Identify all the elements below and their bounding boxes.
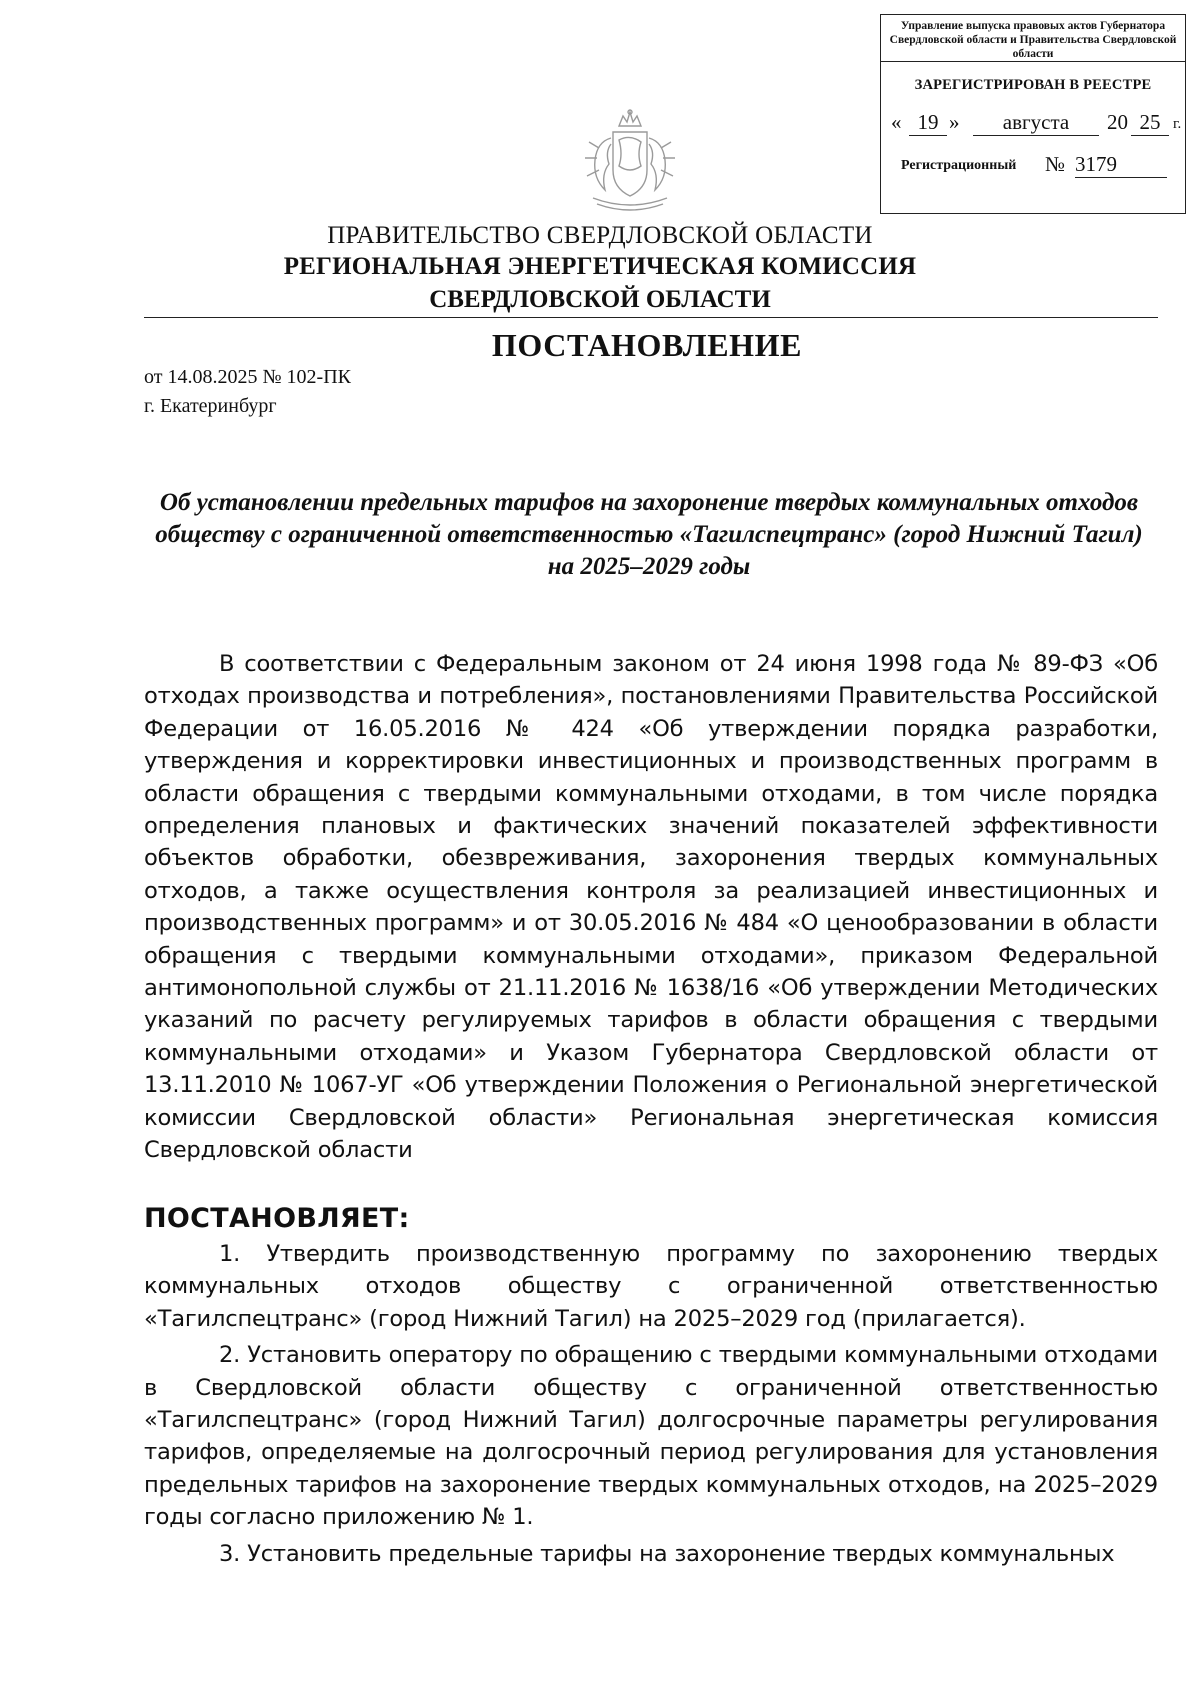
stamp-department: Управление выпуска правовых актов Губернатора Свердловской области и Правительства Свердловской области bbox=[881, 15, 1185, 62]
document-city: г. Екатеринбург bbox=[144, 395, 277, 417]
stamp-month: августа bbox=[973, 110, 1099, 136]
stamp-close-quote: » bbox=[949, 110, 960, 134]
stamp-year-prefix: 20 bbox=[1107, 110, 1128, 134]
stamp-reg-label: Регистрационный bbox=[901, 158, 1017, 173]
stamp-num-sign: № bbox=[1045, 152, 1066, 176]
commission-region: СВЕРДЛОВСКОЙ ОБЛАСТИ bbox=[429, 286, 771, 313]
stamp-reg-number: 3179 bbox=[1075, 152, 1167, 178]
registration-stamp bbox=[880, 14, 1186, 214]
stamp-open-quote: « bbox=[891, 110, 902, 134]
government-name: ПРАВИТЕЛЬСТВО СВЕРДЛОВСКОЙ ОБЛАСТИ bbox=[327, 222, 873, 249]
sverdlovsk-coat-of-arms-icon bbox=[575, 108, 685, 216]
document-date-number: от 14.08.2025 № 102-ПК bbox=[144, 366, 352, 388]
document-subject: Об установлении предельных тарифов на захоронение твердых коммунальных отходов обществу с ограниченной ответственностью «Тагилспецтранс» (город Нижний Тагил) на 2025–2029 годы bbox=[155, 489, 1143, 580]
document-type-title: ПОСТАНОВЛЕНИЕ bbox=[491, 327, 803, 363]
stamp-year-suffix: 25 bbox=[1131, 110, 1169, 136]
header-divider bbox=[144, 317, 1158, 318]
stamp-registration-number bbox=[881, 152, 1185, 182]
stamp-day: 19 bbox=[909, 110, 947, 136]
resolve-heading: ПОСТАНОВЛЯЕТ: bbox=[144, 1203, 410, 1234]
resolution-item: 2. Установить оператору по обращению с твердыми коммунальными отходами в Свердловской области обществу с ограниченной ответственностью «Тагилспецтранс» (город Нижний Тагил) долгосрочные параметры регулирования тарифов, определяемые на долгосрочный период регулирования для установления предельных тарифов на захоронение твердых коммунальных отходов, на 2025–2029 годы согласно приложению № 1. bbox=[144, 1342, 1158, 1531]
resolution-items bbox=[144, 1238, 1158, 1574]
resolution-item: 3. Установить предельные тарифы на захоронение твердых коммунальных bbox=[219, 1540, 1115, 1567]
stamp-registered-label: ЗАРЕГИСТРИРОВАН В РЕЕСТРЕ bbox=[914, 77, 1152, 93]
stamp-year-mark: г. bbox=[1173, 116, 1182, 132]
stamp-date bbox=[881, 110, 1185, 140]
commission-name: РЕГИОНАЛЬНАЯ ЭНЕРГЕТИЧЕСКАЯ КОМИССИЯ bbox=[283, 253, 917, 280]
preamble-paragraph: В соответствии с Федеральным законом от 24 июня 1998 года № 89-ФЗ «Об отходах производства и потребления», постановлениями Правительства Российской Федерации от 16.05.2016 № 424 «Об утверждении порядка разработки, утверждения и корректировки инвестиционных и производственных программ в области обращения с твердыми коммунальными отходами, в том числе порядка определения плановых и фактических значений показателей эффективности объектов обработки, обезвреживания, захоронения твердых коммунальных отходов, а также осуществления контроля за реализацией инвестиционных и производственных программ» и от 30.05.2016 № 484 «О ценообразовании в области обращения с твердыми коммунальными отходами», приказом Федеральной антимонопольной службы от 21.11.2016 № 1638/16 «Об утверждении Методических указаний по расчету регулируемых тарифов в области обращения с твердыми коммунальными отходами» и Указом Губернатора Свердловской области от 13.11.2010 № 1067-УГ «Об утверждении Положения о Региональной энергетической комиссии Свердловской области» Региональная энергетическая комиссия Свердловской области bbox=[144, 651, 1158, 1164]
resolution-item: 1. Утвердить производственную программу по захоронению твердых коммунальных отходов обществу с ограниченной ответственностью «Тагилспецтранс» (город Нижний Тагил) на 2025–2029 год (прилагается). bbox=[144, 1241, 1158, 1332]
